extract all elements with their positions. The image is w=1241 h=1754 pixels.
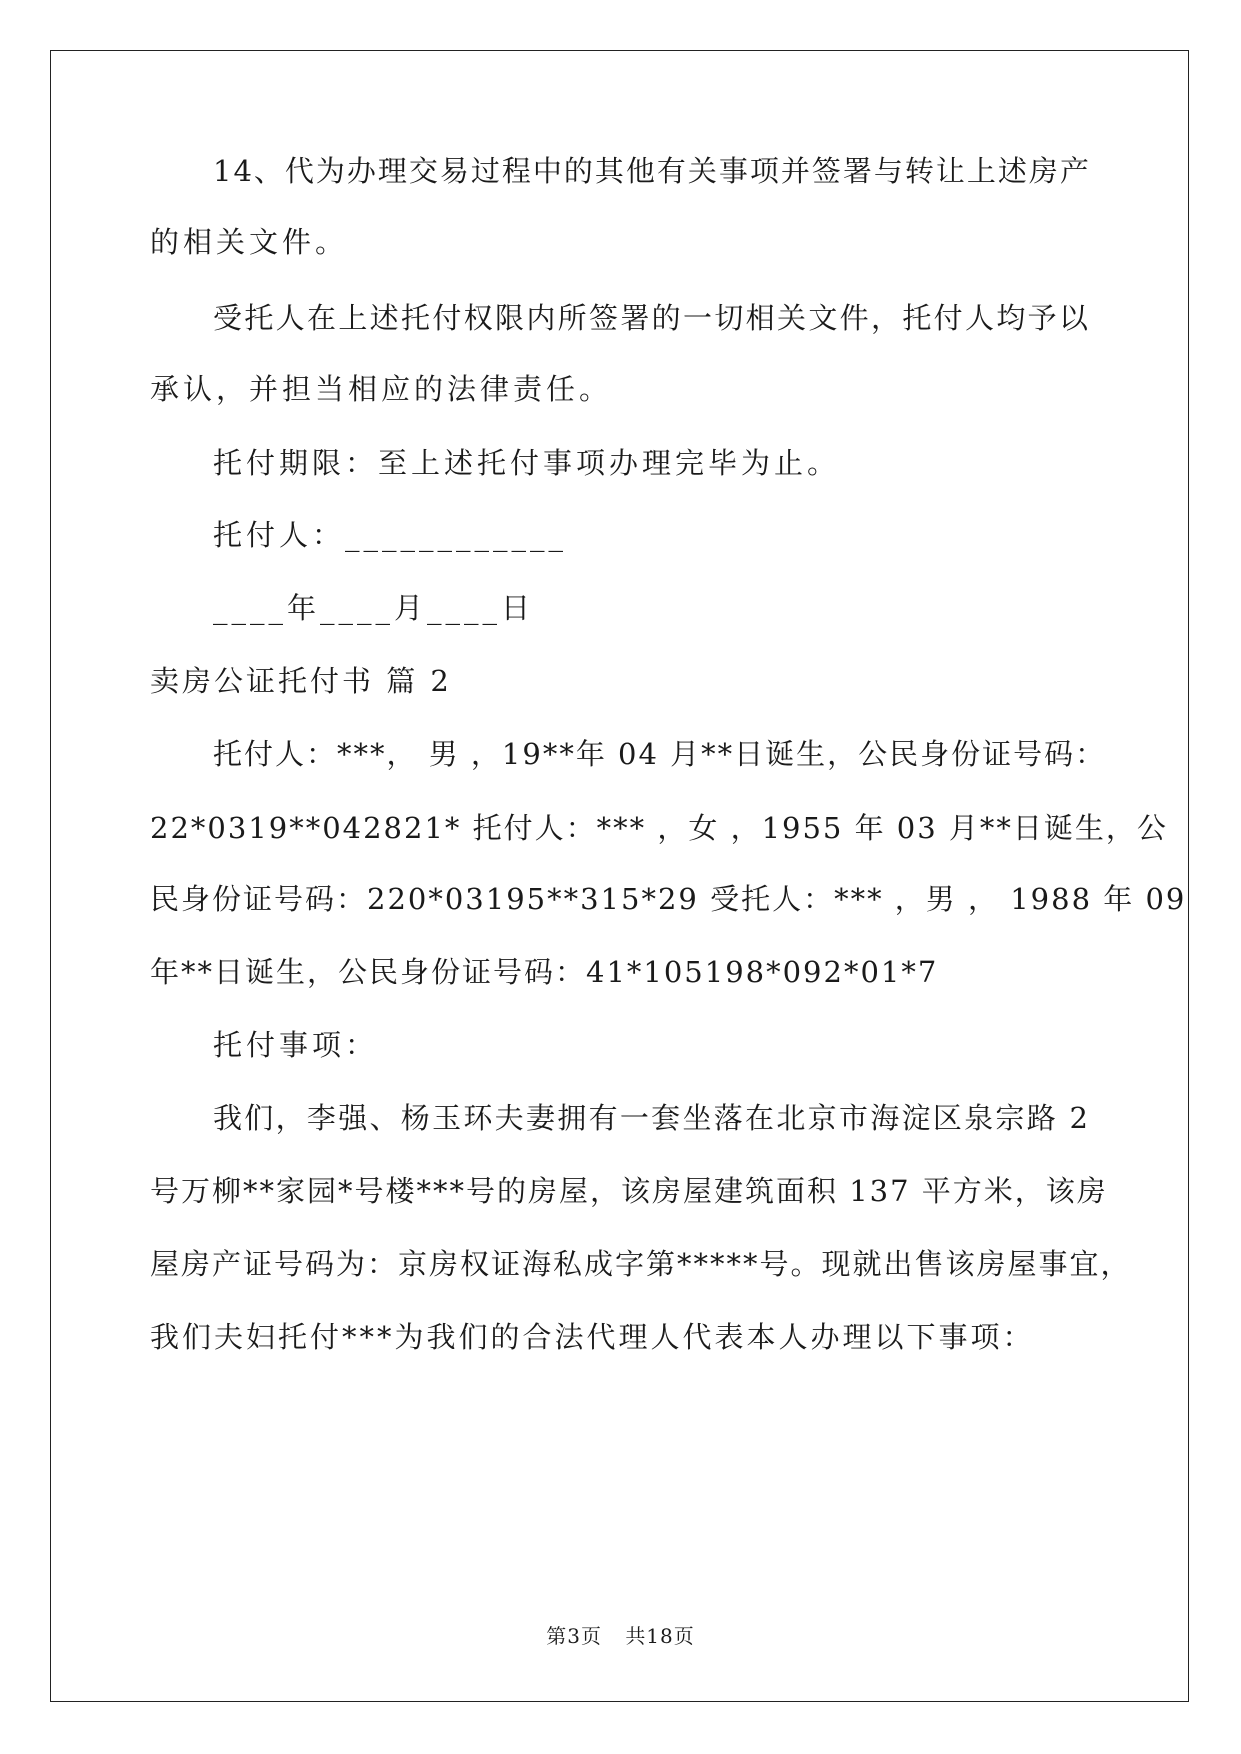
paragraph-line: 我们，李强、杨玉环夫妻拥有一套坐落在北京市海淀区泉宗路 2 <box>213 1101 1090 1135</box>
date-line: ____年____月____日 <box>213 591 535 625</box>
paragraph-line: 托付事项： <box>213 1028 379 1062</box>
paragraph-line: 民身份证号码：220*03195**315*29 受托人：*** ，男 ， 1988 年 09 <box>150 882 1187 916</box>
paragraph-line: 22*0319**042821* 托付人：*** ，女 ，1955 年 03 月**日诞生，公 <box>150 811 1168 845</box>
paragraph-line: 号万柳**家园*号楼***号的房屋，该房屋建筑面积 137 平方米，该房 <box>150 1174 1108 1208</box>
page-total: 共18页 <box>625 1624 695 1648</box>
page-border <box>50 50 1189 1702</box>
paragraph-line: 受托人在上述托付权限内所签署的一切相关文件，托付人均予以 <box>213 301 1090 335</box>
paragraph-line: 托付人：***， 男 ，19**年 04 月**日诞生，公民身份证号码： <box>213 737 1107 771</box>
section-heading: 卖房公证托付书 篇 2 <box>150 664 452 698</box>
page-footer <box>0 1620 1241 1649</box>
paragraph-line: 14、代为办理交易过程中的其他有关事项并签署与转让上述房产 <box>213 154 1091 188</box>
paragraph-line: 我们夫妇托付***为我们的合法代理人代表本人办理以下事项： <box>150 1320 1035 1354</box>
paragraph-line: 承认，并担当相应的法律责任。 <box>150 372 613 406</box>
paragraph-line: 屋房产证号码为：京房权证海私成字第*****号。现就出售该房屋事宜， <box>150 1247 1132 1281</box>
signature-line: 托付人：____________ <box>213 518 568 552</box>
paragraph-line: 托付期限：至上述托付事项办理完毕为止。 <box>213 446 841 480</box>
paragraph-line: 年**日诞生，公民身份证号码：41*105198*092*01*7 <box>150 955 939 989</box>
page-number: 第3页 <box>546 1624 602 1648</box>
paragraph-line: 的相关文件。 <box>150 225 349 259</box>
